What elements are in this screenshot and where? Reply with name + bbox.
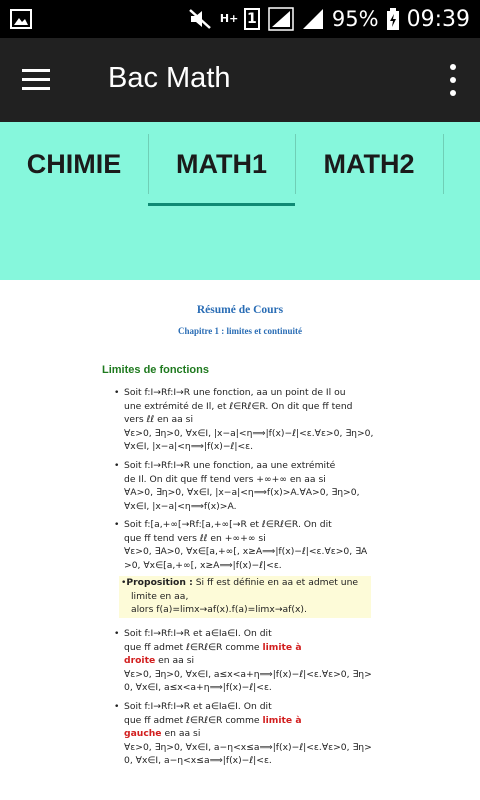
tab-math2[interactable]: MATH2 xyxy=(323,148,415,179)
text-line: Soit f:I→Rf:I→R une fonction, aa un point de Il ou xyxy=(124,387,346,398)
text-line: Si ff est définie en aa et admet une xyxy=(192,577,359,588)
text-line: Soit f:I→Rf:I→R une fonction, aa une extrémité xyxy=(124,460,336,471)
network-type-icon: H+ xyxy=(219,12,239,25)
battery-percentage: 95% xyxy=(331,7,379,31)
text-line: que ff tend vers ℓℓ en +∞+∞ si xyxy=(124,532,266,544)
definition-item: • Soit f:I→Rf:I→R une fonction, aa un point de Il ou une extrémité de Il, et ℓ∈Rℓ∈R. On dit que ff tend vers ℓℓ en aa si ∀ε>0, ∃η>0, ∀x∈I, |x−a|<η⟹|f(x)−ℓ|<ε.∀ε>0, ∃η>0, ∀x∈I, |x−a|<η⟹|f(x)−ℓ|<ε. xyxy=(114,386,376,454)
definition-item: • Soit f:[a,+∞[→Rf:[a,+∞[→R et ℓ∈Rℓ∈R. On dit que ff tend vers ℓℓ en +∞+∞ si ∀ε>0, ∃A>0, ∀x∈[a,+∞[, x≥A⟹|f(x)−ℓ|<ε.∀ε>0, ∃A >0, ∀x∈[a,+∞[, x≥A⟹|f(x)−ℓ|<ε. xyxy=(114,518,376,572)
text-line: ∀ε>0, ∃η>0, ∀x∈I, |x−a|<η⟹|f(x)−ℓ|<ε.∀ε>0, ∃η>0, xyxy=(124,427,374,439)
text-line: de Il. On dit que ff tend vers +∞+∞ en aa si xyxy=(124,473,326,485)
tab-bar xyxy=(0,122,480,280)
text-line: 0, ∀x∈I, a−η<x≤a⟹|f(x)−ℓ|<ε. xyxy=(124,755,272,766)
text-line: 0, ∀x∈I, a≤x<a+η⟹|f(x)−ℓ|<ε. xyxy=(124,682,272,693)
definition-item: • Soit f:I→Rf:I→R et a∈Ia∈I. On dit que ff admet ℓ∈Rℓ∈R comme limite à gauche en aa si ∀ε>0, ∃η>0, ∀x∈I, a−η<x≤a⟹|f(x)−ℓ|<ε.∀ε>0, ∃η> 0, ∀x∈I, a−η<x≤a⟹|f(x)−ℓ|<ε. xyxy=(114,700,376,768)
hamburger-menu-icon[interactable] xyxy=(22,69,50,91)
definition-item: • Soit f:I→Rf:I→R une fonction, aa une extrémité de Il. On dit que ff tend vers +∞+∞ en aa si ∀A>0, ∃η>0, ∀x∈I, |x−a|<η⟹f(x)>A.∀A>0, ∃η>0, ∀x∈I, |x−a|<η⟹f(x)>A. xyxy=(114,459,376,513)
text-line: ∀A>0, ∃η>0, ∀x∈I, |x−a|<η⟹f(x)>A.∀A>0, ∃η>0, xyxy=(124,487,360,498)
course-summary-document xyxy=(0,280,480,800)
tab-divider xyxy=(443,134,444,194)
text-line: ∀x∈I, |x−a|<η⟹|f(x)−ℓ|<ε. xyxy=(124,441,254,452)
selected-tab-indicator xyxy=(148,203,295,206)
text-line: Soit f:I→Rf:I→R et a∈Ia∈I. On dit xyxy=(124,628,272,639)
signal-icon xyxy=(268,7,294,31)
text-line: une extrémité de Il, et ℓ∈Rℓ∈R. On dit que ff tend xyxy=(124,400,353,412)
text-line: Soit f:I→Rf:I→R et a∈Ia∈I. On dit xyxy=(124,701,272,712)
text-line: limite en aa, xyxy=(131,590,189,602)
chapter-title: Chapitre 1 : limites et continuité xyxy=(177,326,303,336)
section-title: Limites de fonctions xyxy=(102,364,209,376)
signal-icon-2 xyxy=(302,8,324,30)
highlight-term: limite à xyxy=(262,641,302,653)
text-line: ∀ε>0, ∃η>0, ∀x∈I, a≤x<a+η⟹|f(x)−ℓ|<ε.∀ε>0, ∃η> xyxy=(124,668,372,680)
text-line: en aa si xyxy=(161,728,201,739)
app-bar xyxy=(0,38,480,122)
highlight-term: limite à xyxy=(262,714,302,726)
text-line: ∀ε>0, ∃A>0, ∀x∈[a,+∞[, x≥A⟹|f(x)−ℓ|<ε.∀ε>0, ∃A xyxy=(124,546,368,557)
text-line: vers ℓℓ en aa si xyxy=(124,414,194,425)
document-title: Résumé de Cours xyxy=(196,304,284,316)
definition-item: • Soit f:I→Rf:I→R et a∈Ia∈I. On dit que ff admet ℓ∈Rℓ∈R comme limite à droite en aa si ∀ε>0, ∃η>0, ∀x∈I, a≤x<a+η⟹|f(x)−ℓ|<ε.∀ε>0, ∃η> 0, ∀x∈I, a≤x<a+η⟹|f(x)−ℓ|<ε. xyxy=(114,627,376,695)
text-line: Soit f:[a,+∞[→Rf:[a,+∞[→R et ℓ∈Rℓ∈R. On dit xyxy=(124,519,332,530)
text-line: alors f(a)=limx→af(x).f(a)=limx→af(x). xyxy=(131,604,307,615)
highlight-term: droite xyxy=(124,655,156,666)
text-line: que ff admet ℓ∈Rℓ∈R comme xyxy=(124,714,263,726)
clock: 09:39 xyxy=(406,6,470,32)
gallery-icon xyxy=(10,9,32,29)
text-line: que ff admet ℓ∈Rℓ∈R comme xyxy=(124,641,263,653)
proposition-label: Proposition : xyxy=(126,577,193,588)
proposition-box: •Proposition : Si ff est définie en aa et admet une limite en aa, alors f(a)=limx→af(x).f(a)=limx→af(x). xyxy=(119,576,371,618)
more-options-icon[interactable] xyxy=(448,64,458,96)
app-title: Bac Math xyxy=(108,62,231,94)
highlight-term: gauche xyxy=(124,728,162,739)
sim-indicator: 1 xyxy=(244,8,260,30)
status-bar xyxy=(0,0,480,38)
text-line: ∀x∈I, |x−a|<η⟹f(x)>A. xyxy=(124,500,237,512)
tab-math1[interactable]: MATH1 xyxy=(176,148,267,179)
text-line: >0, ∀x∈[a,+∞[, x≥A⟹|f(x)−ℓ|<ε. xyxy=(124,559,282,571)
battery-charging-icon xyxy=(387,8,399,30)
text-line: ∀ε>0, ∃η>0, ∀x∈I, a−η<x≤a⟹|f(x)−ℓ|<ε.∀ε>0, ∃η> xyxy=(124,741,372,753)
tab-chimie[interactable]: CHIMIE xyxy=(26,148,122,179)
text-line: en aa si xyxy=(155,655,195,666)
mute-icon xyxy=(188,8,212,30)
